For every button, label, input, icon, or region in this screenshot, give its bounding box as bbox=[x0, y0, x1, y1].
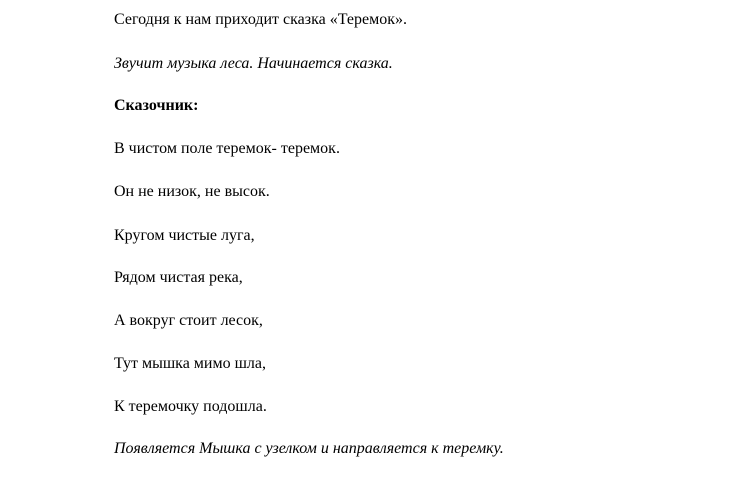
stage-direction-music: Звучит музыка леса. Начинается сказка. bbox=[114, 55, 393, 72]
verse-line: Кругом чистые луга, bbox=[114, 227, 255, 244]
stage-direction-mouse: Появляется Мышка с узелком и направляется к теремку. bbox=[114, 440, 504, 457]
intro-line: Сегодня к нам приходит сказка «Теремок». bbox=[114, 11, 407, 28]
verse-line: К теремочку подошла. bbox=[114, 398, 267, 415]
verse-line: А вокруг стоит лесок, bbox=[114, 312, 263, 329]
verse-line: Тут мышка мимо шла, bbox=[114, 355, 267, 372]
verse-line: Он не низок, не высок. bbox=[114, 183, 270, 200]
verse-line: Рядом чистая река, bbox=[114, 269, 243, 286]
verse-line: В чистом поле теремок- теремок. bbox=[114, 140, 340, 157]
speaker-label-narrator: Сказочник: bbox=[114, 97, 199, 114]
